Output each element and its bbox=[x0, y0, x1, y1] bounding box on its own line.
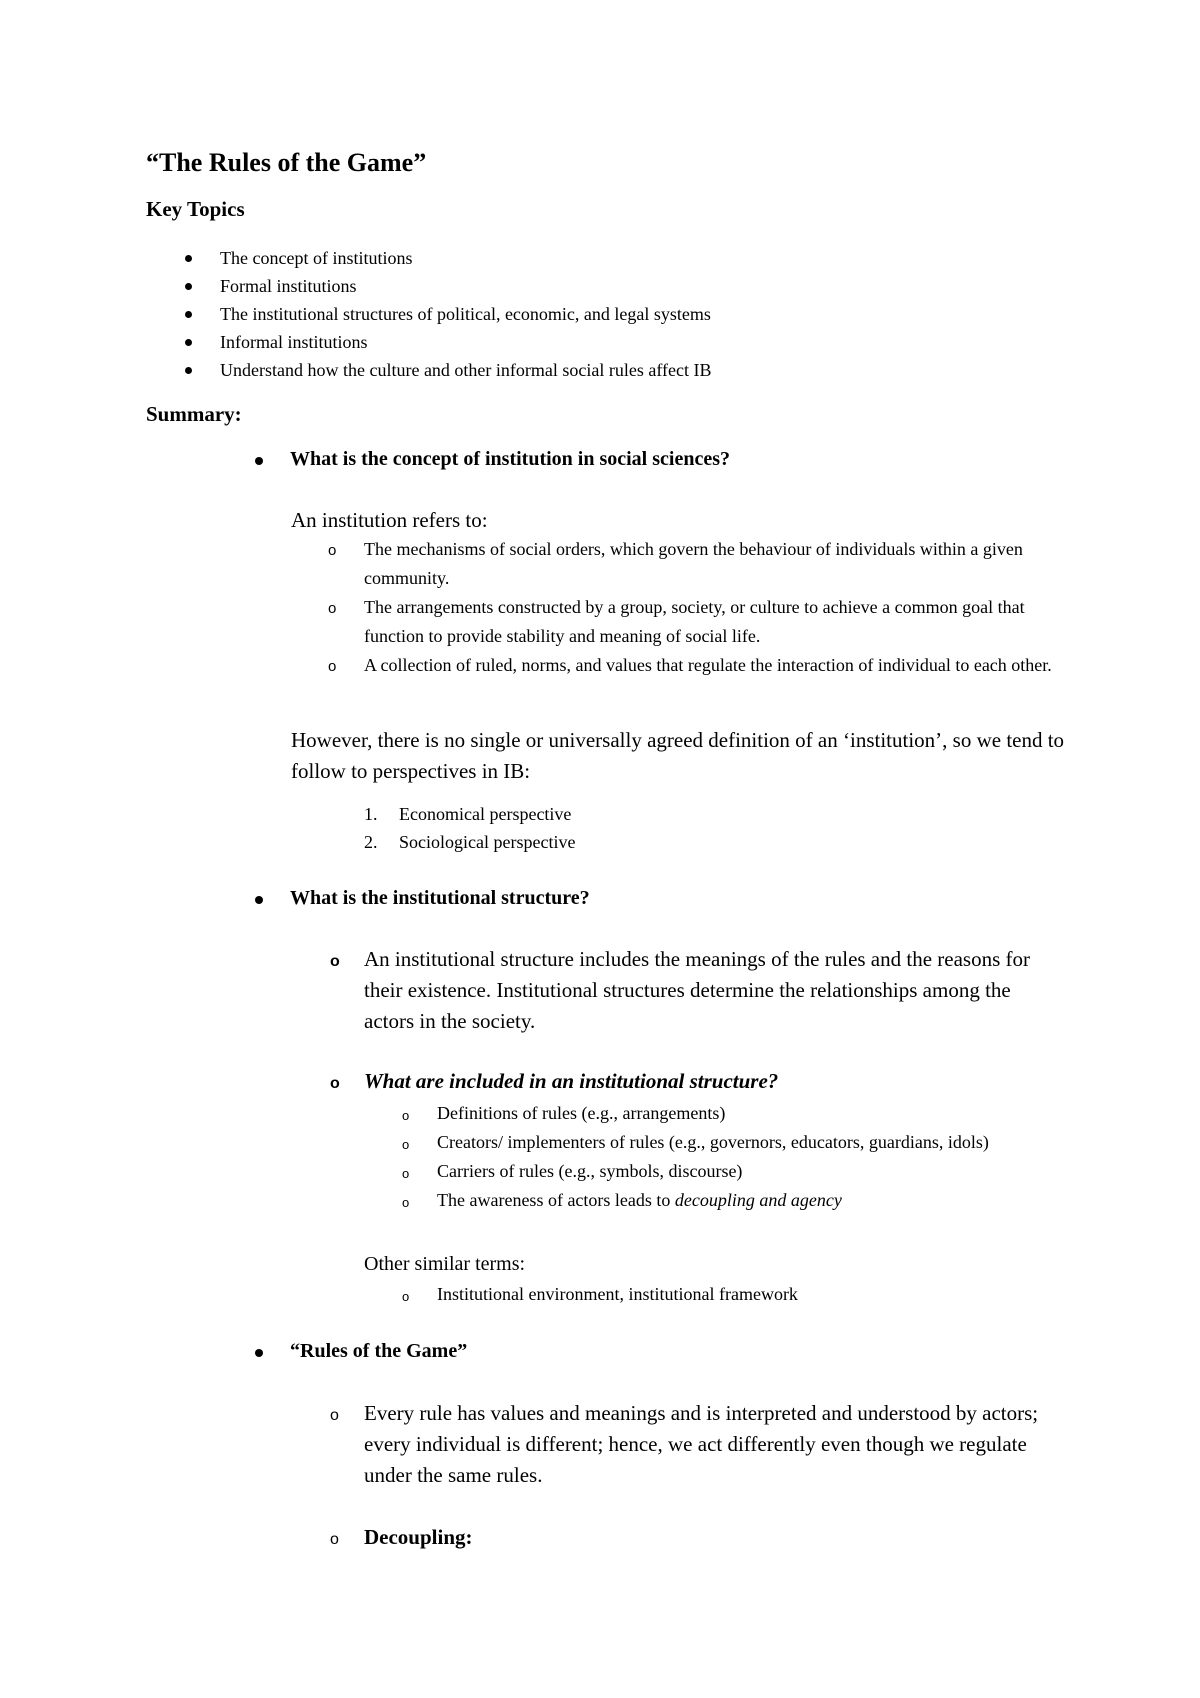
however-paragraph: However, there is no single or universally agreed definition of an ‘institution’, so we tend to follow to perspectives in IB: bbox=[291, 728, 1065, 783]
similar-terms-label: Other similar terms: bbox=[364, 1253, 526, 1275]
awareness-prefix: The awareness of actors leads to bbox=[437, 1190, 675, 1210]
decoupling-heading: Decoupling: bbox=[364, 1525, 473, 1549]
institution-intro: An institution refers to: bbox=[291, 508, 488, 532]
list-item: Informal institutions bbox=[170, 328, 712, 356]
list-item bbox=[362, 800, 575, 828]
summary-heading: Summary: bbox=[146, 402, 242, 426]
list-item bbox=[326, 1522, 1066, 1553]
circle-bullet-icon: o bbox=[330, 1531, 339, 1548]
perspectives-list bbox=[362, 800, 575, 856]
included-question-list bbox=[326, 1066, 1066, 1097]
structure-definition-text: An institutional structure includes the meanings of the rules and the reasons for their existence. Institutional structures determine the relationships among the actors in the society. bbox=[364, 947, 1031, 1033]
decoupling-list bbox=[326, 1522, 1066, 1553]
list-item: Understand how the culture and other informal social rules affect IB bbox=[170, 356, 712, 384]
definition-text: The arrangements constructed by a group, society, or culture to achieve a common goal that function to provide stability and meaning of social life. bbox=[364, 597, 1025, 646]
circle-bullet-icon: o bbox=[402, 1108, 410, 1123]
section-question-structure: What is the institutional structure? bbox=[248, 887, 590, 910]
circle-bullet-icon: o bbox=[328, 658, 337, 675]
list-item bbox=[400, 1157, 1000, 1186]
circle-bullet-icon: o bbox=[402, 1166, 410, 1181]
list-item bbox=[400, 1128, 1000, 1157]
included-question-text: What are included in an institutional structure? bbox=[364, 1069, 779, 1093]
list-item: The concept of institutions bbox=[170, 244, 712, 272]
circle-bullet-icon: o bbox=[328, 542, 337, 559]
list-item bbox=[326, 535, 1056, 593]
definition-text: A collection of ruled, norms, and values that regulate the interaction of individual to each other. bbox=[364, 655, 1052, 675]
definition-text: The mechanisms of social orders, which govern the behaviour of individuals within a given community. bbox=[364, 539, 1023, 588]
list-item bbox=[400, 1280, 1020, 1309]
list-number: 1. bbox=[364, 804, 378, 824]
rules-list bbox=[326, 1398, 1046, 1491]
included-item-text: Definitions of rules (e.g., arrangements) bbox=[437, 1103, 726, 1123]
list-item bbox=[326, 651, 1056, 680]
rule-text: Every rule has values and meanings and is interpreted and understood by actors; every individual is different; hence, we act differently even though we regulate under the same rules. bbox=[364, 1401, 1039, 1487]
list-item: Formal institutions bbox=[170, 272, 712, 300]
list-item bbox=[400, 1099, 1000, 1128]
awareness-emphasis: decoupling and agency bbox=[674, 1190, 842, 1210]
list-item: The institutional structures of political, economic, and legal systems bbox=[170, 300, 712, 328]
perspective-text: Economical perspective bbox=[399, 804, 572, 824]
key-topics-list bbox=[170, 244, 712, 384]
list-item bbox=[326, 1066, 1066, 1097]
circle-bullet-icon: o bbox=[402, 1289, 410, 1304]
list-item bbox=[326, 944, 1036, 1037]
similar-terms-list bbox=[400, 1280, 1020, 1309]
included-item-text: Carriers of rules (e.g., symbols, discourse) bbox=[437, 1161, 743, 1181]
list-item bbox=[326, 593, 1056, 651]
included-item-text: Creators/ implementers of rules (e.g., governors, educators, guardians, idols) bbox=[437, 1132, 989, 1152]
page-title: “The Rules of the Game” bbox=[146, 148, 427, 177]
list-item bbox=[400, 1186, 1000, 1215]
circle-bullet-icon: o bbox=[402, 1195, 410, 1210]
circle-bullet-icon: o bbox=[328, 600, 337, 617]
circle-bullet-icon: o bbox=[330, 953, 340, 970]
section-question-concept: What is the concept of institution in social sciences? bbox=[248, 448, 730, 471]
circle-bullet-icon: o bbox=[402, 1137, 410, 1152]
list-item bbox=[326, 1398, 1046, 1491]
section-heading-rules: “Rules of the Game” bbox=[248, 1340, 467, 1363]
list-number: 2. bbox=[364, 832, 378, 852]
key-topics-heading: Key Topics bbox=[146, 197, 245, 221]
similar-term-text: Institutional environment, institutional framework bbox=[437, 1284, 798, 1304]
institution-definitions-list bbox=[326, 535, 1056, 680]
list-item bbox=[362, 828, 575, 856]
circle-bullet-icon: o bbox=[330, 1407, 339, 1424]
included-items-list bbox=[400, 1099, 1000, 1215]
structure-definition-list bbox=[326, 944, 1036, 1037]
perspective-text: Sociological perspective bbox=[399, 832, 576, 852]
circle-bullet-icon: o bbox=[330, 1075, 340, 1092]
